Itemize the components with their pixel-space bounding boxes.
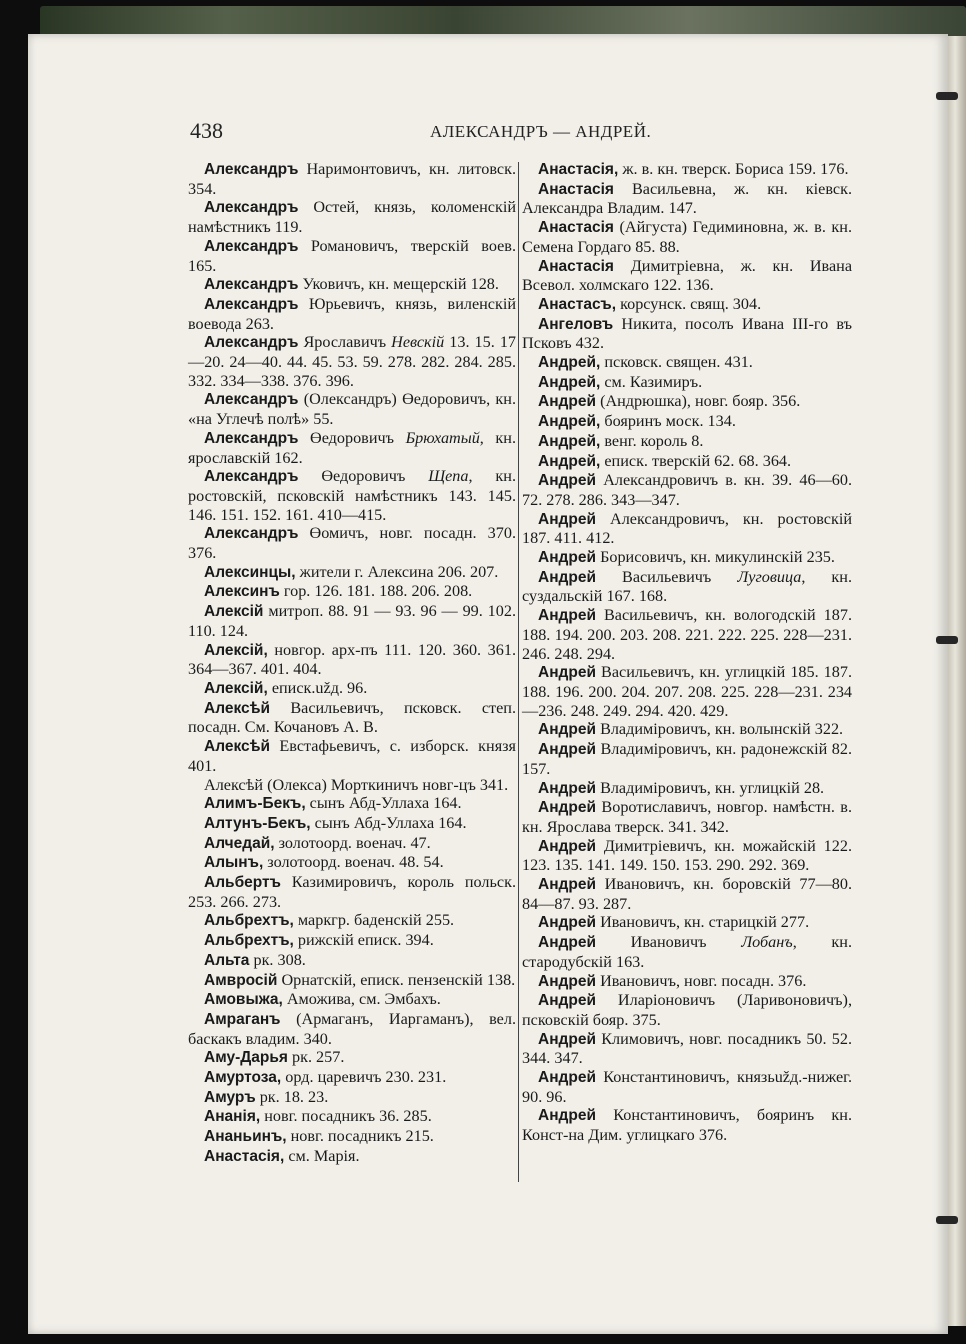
entry-heading: Андрей, [538,354,601,372]
index-entry [188,911,516,931]
entry-heading: Амраганъ [204,1010,281,1028]
entry-heading: Андрей [538,799,597,817]
entry-text: сынъ Абд-Уллаха 164. [305,794,462,813]
entry-heading: Алексинъ [204,583,280,601]
index-entry [522,875,852,913]
index-entry [522,373,852,393]
entry-refs: , кн. стародубскій 163. [522,933,852,971]
entry-text: новг. посадникъ 215. [286,1127,434,1146]
entry-text: (Айгуста) Гедиминовна, ж. в. кн. Семена Гордаго 85. 88. [522,218,852,256]
index-entry [522,663,852,720]
index-entry [188,971,516,991]
running-head: АЛЕКСАНДРЪ — АНДРЕЙ. [430,122,652,141]
entry-text: Александровичъ, кн. ростовскій 187. 411. 412. [522,509,852,548]
entry-heading: Андрей, [538,432,601,450]
entry-text: золотоорд. военач. 47. [274,833,431,852]
entry-text: Уковичъ, кн. мещерскій 128. [298,275,499,294]
entry-heading: Андрей [538,1069,597,1087]
entry-heading: Альбертъ [204,874,281,892]
entry-text: Орнатскій, еписк. пензенскій 138. [277,970,516,989]
entry-text: Өедоровичъ [298,467,429,486]
entry-heading: Андрей, [538,452,601,470]
index-entry [522,1106,852,1144]
entry-heading: Андрей [538,607,597,625]
entry-text: Ивановичъ, кн. старицкій 277. [596,913,810,932]
entry-heading: Андрей [538,721,597,739]
index-entry [522,837,852,875]
page-number: 438 [190,118,223,143]
entry-text: венг. король 8. [600,431,704,450]
entry-text: Евстафьевичъ, с. изборск. князя 401. [188,737,516,775]
entry-text: Юрьевичъ, князь, виленскій воевода 263. [188,294,516,333]
entry-text: рк. 257. [287,1048,345,1067]
index-entry [188,1048,516,1068]
index-entry [188,814,516,834]
index-entry [188,563,516,583]
entry-text: Димитріевичъ, кн. можайскій 122. 123. 135. 141. 149. 150. 153. 290. 292. 369. [522,836,852,875]
index-entry [188,582,516,602]
entry-text: Ивановичъ, новг. посадн. 376. [596,971,807,990]
index-entry [522,392,852,412]
index-entry [522,180,852,218]
index-entry [188,275,516,295]
index-entry [188,198,516,236]
entry-heading: Андрей [538,510,597,528]
entry-heading: Анастасія [538,219,614,237]
entry-text: бояринъ моск. 134. [600,412,736,431]
entry-epithet: Лобанъ [741,933,793,952]
index-entry [188,1088,516,1108]
entry-text: см. Казимиръ. [600,372,703,391]
entry-text: (Андрюшка), новг. бояр. 356. [596,392,801,411]
entry-text: Ярославичъ [298,333,392,352]
index-entry [188,1107,516,1127]
entry-heading: Алексій, [204,641,268,659]
entry-heading: Алексѣй [204,699,271,717]
index-entry [188,834,516,854]
entry-heading: Амовыжа, [204,991,283,1009]
entry-text: Остей, князь, коломенскій намѣстникъ 119. [188,198,516,237]
entry-text: Алексѣй (Олекса) Морткиничъ новг-цъ 341. [204,775,509,794]
index-entry [522,471,852,509]
index-entry [522,218,852,256]
index-entry [522,510,852,548]
entry-heading: Анастасъ, [538,295,617,313]
entry-text: (Армаганъ, Иаргаманъ), вел. баскакъ владим. 340. [188,1009,516,1048]
entry-text: золотоорд. военач. 48. 54. [263,853,444,872]
entry-text: еписк.užд. 96. [267,678,368,697]
entry-text: Воротиславичъ, новгор. намѣстн. в. кн. Ярослава тверск. 341. 342. [522,798,852,836]
right-column [522,160,852,1145]
entry-heading: Андрей [538,992,597,1010]
entry-text: Александровичъ в. кн. 39. 46—60. 72. 278. 286. 343—347. [522,471,852,509]
index-entry [522,315,852,353]
index-entry [188,641,516,679]
entry-heading: Алимъ-Бекъ, [204,795,306,813]
entry-text: сынъ Абд-Уллаха 164. [310,813,467,832]
page-header [190,118,850,148]
entry-text: Васильевичъ, кн. вологодскій 187. 188. 194. 200. 203. 208. 221. 222. 225. 228—231. 246. 248. 294. [522,606,852,663]
index-entry [522,779,852,799]
index-entry [522,452,852,472]
entry-text: Димитріевна, ж. кн. Ивана Всевол. холмскаго 122. 136. [522,256,852,295]
entry-heading: Александръ [204,334,299,352]
index-entry [188,699,516,737]
index-entry [188,931,516,951]
index-entry [522,353,852,373]
entry-heading: Амуръ [204,1088,256,1106]
binding-clip [936,636,958,644]
entry-text: Васильевичъ, псковск. степ. посадн. См. Кочановъ А. В. [188,698,516,737]
index-entry [522,913,852,933]
index-entry [522,295,852,315]
entry-heading: Андрей [538,741,597,759]
entry-heading: Александръ [204,276,299,294]
entry-text: (Олександръ) Өедоровичъ, кн. «на Углечѣ полѣ» 55. [188,390,516,429]
entry-heading: Анастасія [538,257,614,275]
entry-text: маркгр. баденскій 255. [293,911,455,930]
entry-heading: Александръ [204,161,299,178]
index-entry [522,1030,852,1068]
index-entry [188,951,516,971]
entry-heading: Александръ [204,199,299,217]
entry-text: Романовичъ, тверскій воев. 165. [188,236,516,275]
index-entry [188,237,516,275]
entry-text: Иларіоновичъ (Ларивоновичъ), псковскій бояр. 375. [522,991,852,1029]
entry-heading: Алчедай, [204,834,275,852]
entry-heading: Анастасія [538,180,614,198]
entry-heading: Андрей [538,1107,597,1125]
entry-heading: Анастасія, [538,161,619,178]
entry-heading: Ангеловъ [538,315,614,333]
entry-heading: Андрей [538,914,597,932]
entry-heading: Алексѣй [204,738,271,756]
entry-heading: Андрей, [538,373,601,391]
entry-heading: Алексій, [204,679,268,697]
index-entry [522,740,852,778]
index-entry [522,720,852,740]
index-entry [522,972,852,992]
entry-text: корсунск. свящ. 304. [616,294,762,313]
entry-heading: Александръ [204,429,299,447]
entry-heading: Александръ [204,391,299,409]
entry-heading: Альбрехтъ, [204,912,294,930]
entry-text: новг. посадникъ 36. 285. [260,1107,432,1126]
entry-heading: Андрей [538,549,597,567]
entry-heading: Александръ [204,295,299,313]
entry-heading: Амвросій [204,971,278,989]
entry-text: Ивановичъ [596,933,742,952]
page-edge [948,36,966,1326]
entry-heading: Андрей [538,1030,597,1048]
entry-text: новгор. арх-пъ 111. 120. 360. 361. 364—367. 401. 404. [188,640,516,679]
entry-text: Владиміровичъ, кн. радонежскій 82. 157. [522,740,852,778]
index-entry [188,524,516,562]
index-entry [188,1068,516,1088]
entry-text: митроп. 88. 91 — 93. 96 — 99. 102. 110. 124. [188,602,516,640]
entry-heading: Андрей [538,837,597,855]
entry-heading: Алексинцы, [204,563,296,581]
entry-heading: Александръ [204,468,299,486]
index-entry [188,390,516,428]
entry-heading: Александръ [204,237,299,255]
index-entry [188,776,516,795]
entry-heading: Андрей [538,876,597,894]
entry-text: Климовичъ, новг. посадникъ 50. 52. 344. 347. [522,1029,852,1068]
entry-text: Васильевичъ, кн. углицкій 185. 187. 188. 196. 200. 204. 207. 208. 225. 228—231. 234—236. 248. 249. 294. 420. 429. [522,663,852,720]
entry-text: Наримонтовичъ, кн. литовск. 354. [188,160,516,198]
entry-epithet: Брюхатый [405,428,480,447]
index-entry [522,160,852,180]
entry-heading: Ананія, [204,1108,261,1126]
index-entry [522,548,852,568]
entry-text: еписк. тверскій 62. 68. 364. [600,451,792,470]
entry-text: см. Марія. [284,1146,360,1165]
entry-text: Өедоровичъ [298,428,406,447]
entry-text: Никита, посолъ Ивана III-го въ Псковъ 432. [522,314,852,353]
index-entry [188,1127,516,1147]
index-entry [522,606,852,663]
entry-heading: Алтунъ-Бекъ, [204,814,311,832]
entry-heading: Андрей [538,934,597,952]
entry-text: рк. 18. 23. [255,1087,329,1106]
index-entry [188,295,516,333]
entry-text: рк. 308. [249,950,306,969]
entry-epithet: Щепа [428,467,469,486]
entry-heading: Амуртоза, [204,1069,282,1087]
entry-text: псковск. священ. 431. [600,353,753,372]
index-entry [522,257,852,295]
index-entry [188,737,516,775]
entry-text: Владиміровичъ, кн. углицкій 28. [596,778,825,797]
entry-text: Аможива, см. Эмбахъ. [282,990,441,1009]
index-entry [188,602,516,640]
entry-text: ж. в. кн. тверск. Бориса 159. 176. [618,160,849,178]
entry-text: рижскій еписк. 394. [293,931,434,950]
entry-heading: Андрей [538,472,597,490]
binding-clip [936,92,958,100]
index-entry [522,1068,852,1106]
index-entry [188,990,516,1010]
entry-heading: Альбрехтъ, [204,932,294,950]
index-entry [522,432,852,452]
entry-heading: Аму-Дарья [204,1049,288,1067]
index-entry [188,679,516,699]
index-entry [188,853,516,873]
entry-heading: Александръ [204,525,299,543]
index-entry [188,429,516,467]
entry-heading: Алексій [204,603,264,621]
entry-text: орд. царевичъ 230. 231. [281,1068,447,1087]
index-entry [188,1010,516,1048]
index-entry [188,794,516,814]
index-entry [188,467,516,524]
entry-text: Ивановичъ, кн. боровскій 77—80. 84—87. 93. 287. [522,875,852,913]
entry-heading: Анастасія, [204,1147,285,1165]
index-entry [188,1147,516,1167]
entry-heading: Андрей [538,972,597,990]
entry-refs: , кн. суздальскій 167. 168. [522,567,852,606]
index-entry [522,933,852,971]
entry-refs: , кн. ростовскій, псковскій намѣстникъ 143. 145. 146. 151. 152. 161. 410—415. [188,467,517,524]
entry-text: Борисовичъ, кн. микулинскій 235. [596,548,835,567]
entry-epithet: Луговица [737,567,802,586]
index-entry [522,412,852,432]
entry-refs: , кн. ярославскій 162. [188,428,516,467]
entry-text: Васильевна, ж. кн. кіевск. Александра Владим. 147. [522,179,852,218]
index-entry [188,333,516,390]
entry-heading: Андрей [538,393,597,411]
index-entry [522,991,852,1029]
binding-clip [936,1216,958,1224]
entry-text: Казимировичъ, король польск. 253. 266. 273. [188,873,516,911]
entry-text: гор. 126. 181. 188. 206. 208. [279,582,473,601]
entry-heading: Андрей, [538,413,601,431]
index-entry [188,873,516,911]
entry-heading: Андрей [538,664,597,682]
index-entry [188,160,516,198]
entry-text: Константиновичъ, князьužд.-нижег. 90. 96. [522,1068,852,1106]
entry-heading: Андрей [538,568,597,586]
entry-text: Өомичъ, новг. посадн. 370. 376. [188,524,516,563]
entry-heading: Алынъ, [204,854,264,872]
entry-heading: Андрей [538,779,597,797]
entry-text: жители г. Алексина 206. 207. [295,562,499,581]
entry-refs: 13. 15. 17—20. 24—40. 44. 45. 53. 59. 278. 282. 284. 285. 332. 334—338. 376. 396. [188,333,517,390]
left-column [188,160,516,1167]
index-entry [522,568,852,606]
entry-epithet: Невскій [391,333,445,352]
entry-text: Константиновичъ, бояринъ кн. Конст-на Дим. углицкаго 376. [522,1106,852,1145]
entry-heading: Ананьинъ, [204,1128,287,1146]
entry-text: Владиміровичъ, кн. волынскій 322. [596,720,844,739]
entry-text: Васильевичъ [596,567,738,586]
entry-heading: Альта [204,951,250,969]
column-divider [518,162,519,1182]
index-entry [522,798,852,836]
